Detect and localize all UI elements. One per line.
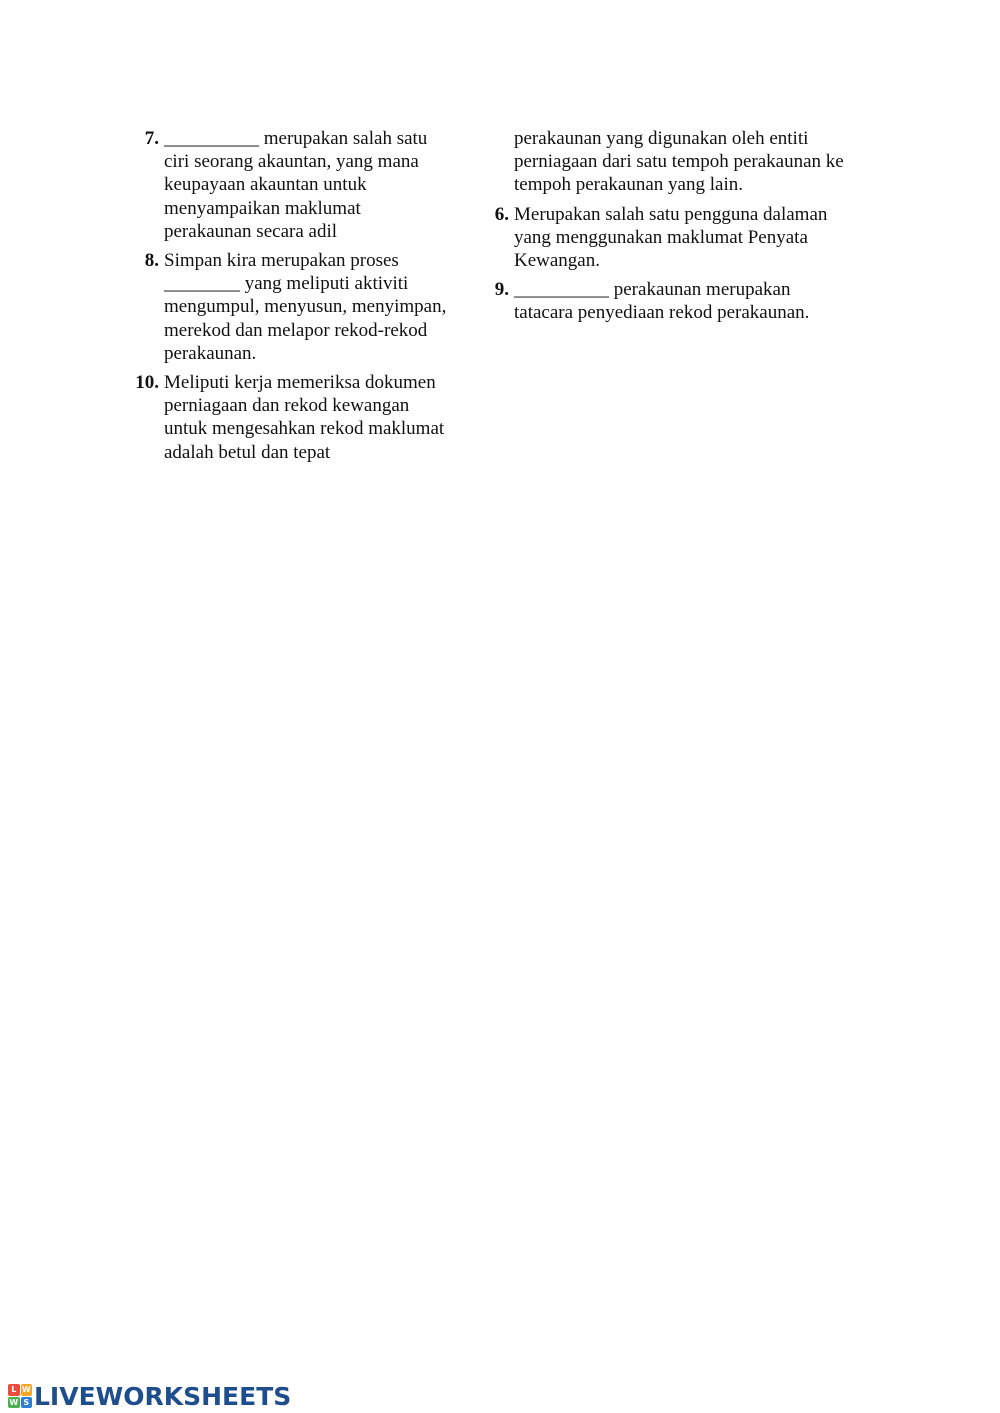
question-line: merekod dan melapor rekod-rekod [164, 319, 428, 341]
question-line: perakaunan secara adil [164, 220, 338, 242]
question-line: perniagaan dan rekod kewangan [164, 395, 410, 417]
question-text [159, 371, 468, 464]
logo-text: LIVEWORKSHEETS [34, 1381, 292, 1411]
question-line: tatacara penyediaan rekod perakaunan. [514, 302, 810, 324]
question-line: yang menggunakan maklumat Penyata [514, 226, 808, 248]
left-column [128, 127, 468, 470]
liveworksheets-logo-icon [8, 1384, 32, 1408]
logo-tile: L [8, 1384, 20, 1396]
question-number: 10. [135, 372, 159, 394]
question-item [488, 278, 878, 324]
question-line: untuk mengesahkan rekod maklumat [164, 418, 445, 440]
question-line: Simpan kira merupakan proses [164, 250, 399, 272]
continued-line: tempoh perakaunan yang lain. [514, 174, 743, 196]
question-number: 9. [494, 279, 509, 301]
question-item [128, 371, 468, 464]
question-item [488, 203, 878, 273]
logo-tile: S [21, 1397, 33, 1409]
question-text [509, 203, 878, 273]
question-text [509, 278, 878, 324]
question-line: Merupakan salah satu pengguna dalaman [514, 203, 828, 225]
liveworksheets-logo [8, 1381, 291, 1411]
question-text [159, 127, 468, 243]
question-item [128, 127, 468, 243]
question-line: ________ yang meliputi aktiviti [164, 273, 409, 295]
continued-line: perakaunan yang digunakan oleh entiti [514, 128, 809, 149]
question-line: keupayaan akauntan untuk [164, 174, 367, 196]
question-line: ciri seorang akauntan, yang mana [164, 151, 419, 173]
right-column [488, 127, 878, 331]
question-text [159, 249, 468, 365]
logo-tile: W [21, 1385, 31, 1394]
question-number: 6. [494, 203, 509, 225]
question-line: Meliputi kerja memeriksa dokumen [164, 372, 436, 394]
question-line: adalah betul dan tepat [164, 441, 331, 463]
question-line: perakaunan. [164, 342, 257, 364]
continued-line: perniagaan dari satu tempoh perakaunan ke [514, 151, 844, 173]
question-line: __________ perakaunan merupakan [514, 279, 791, 301]
question-item [128, 249, 468, 365]
question-line: mengumpul, menyusun, menyimpan, [164, 296, 447, 318]
question-line: Kewangan. [514, 250, 600, 272]
logo-tile: W [9, 1397, 19, 1407]
question-number: 8. [144, 250, 159, 272]
question-number: 7. [144, 128, 159, 149]
question-line: menyampaikan maklumat [164, 197, 361, 219]
continued-text [488, 127, 878, 197]
question-line: __________ merupakan salah satu [164, 128, 428, 149]
